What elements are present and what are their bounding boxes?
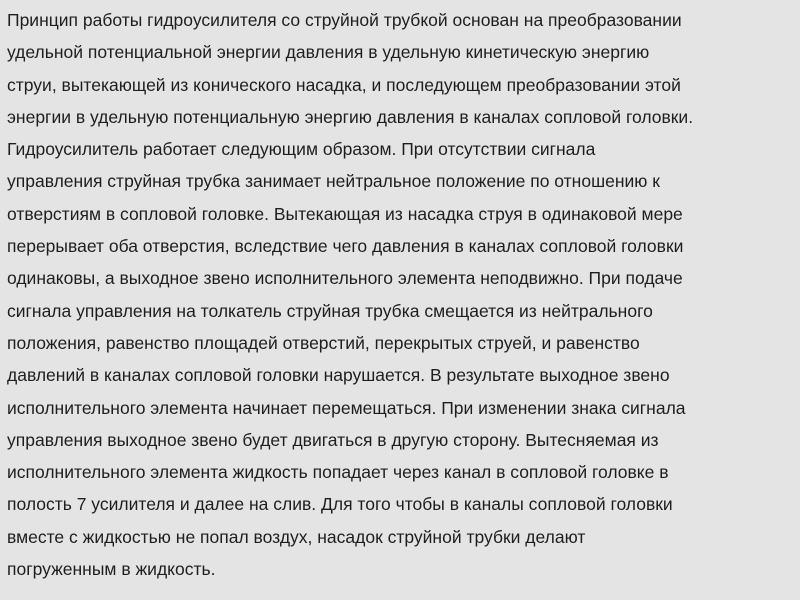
- text-line: энергии в удельную потенциальную энергию давления в каналах сопловой головки.: [7, 106, 694, 127]
- text-line: Гидроусилитель работает следующим образом. При отсутствии сигнала: [7, 139, 596, 160]
- body-paragraph: [7, 4, 794, 585]
- text-line: управления струйная трубка занимает нейтральное положение по отношению к: [7, 171, 660, 192]
- text-line: исполнительного элемента начинает перемещаться. При изменении знака сигнала: [7, 397, 686, 418]
- text-line: струи, вытекающей из конического насадка, и последующем преобразовании этой: [7, 74, 681, 95]
- text-line: отверстиям в сопловой головке. Вытекающая из насадка струя в одинаковой мере: [7, 203, 683, 224]
- text-line: одинаковы, а выходное звено исполнительного элемента неподвижно. При подаче: [7, 268, 683, 289]
- text-line: исполнительного элемента жидкость попадает через канал в сопловой головке в: [7, 462, 669, 483]
- text-line: погруженным в жидкость.: [7, 559, 216, 580]
- text-line: управления выходное звено будет двигаться в другую сторону. Вытесняемая из: [7, 429, 659, 450]
- text-line: давлений в каналах сопловой головки нарушается. В результате выходное звено: [7, 365, 670, 386]
- text-line: сигнала управления на толкатель струйная трубка смещается из нейтрального: [7, 300, 653, 321]
- text-line: Принцип работы гидроусилителя со струйной трубкой основан на преобразовании: [7, 10, 682, 30]
- text-line: удельной потенциальной энергии давления в удельную кинетическую энергию: [7, 42, 650, 63]
- text-line: полость 7 усилителя и далее на слив. Для того чтобы в каналы сопловой головки: [7, 494, 673, 515]
- text-line: вместе с жидкостью не попал воздух, насадок струйной трубки делают: [7, 526, 586, 547]
- text-line: положения, равенство площадей отверстий, перекрытых струей, и равенство: [7, 332, 640, 353]
- text-line: перерывает оба отверстия, вследствие чего давления в каналах сопловой головки: [7, 236, 684, 257]
